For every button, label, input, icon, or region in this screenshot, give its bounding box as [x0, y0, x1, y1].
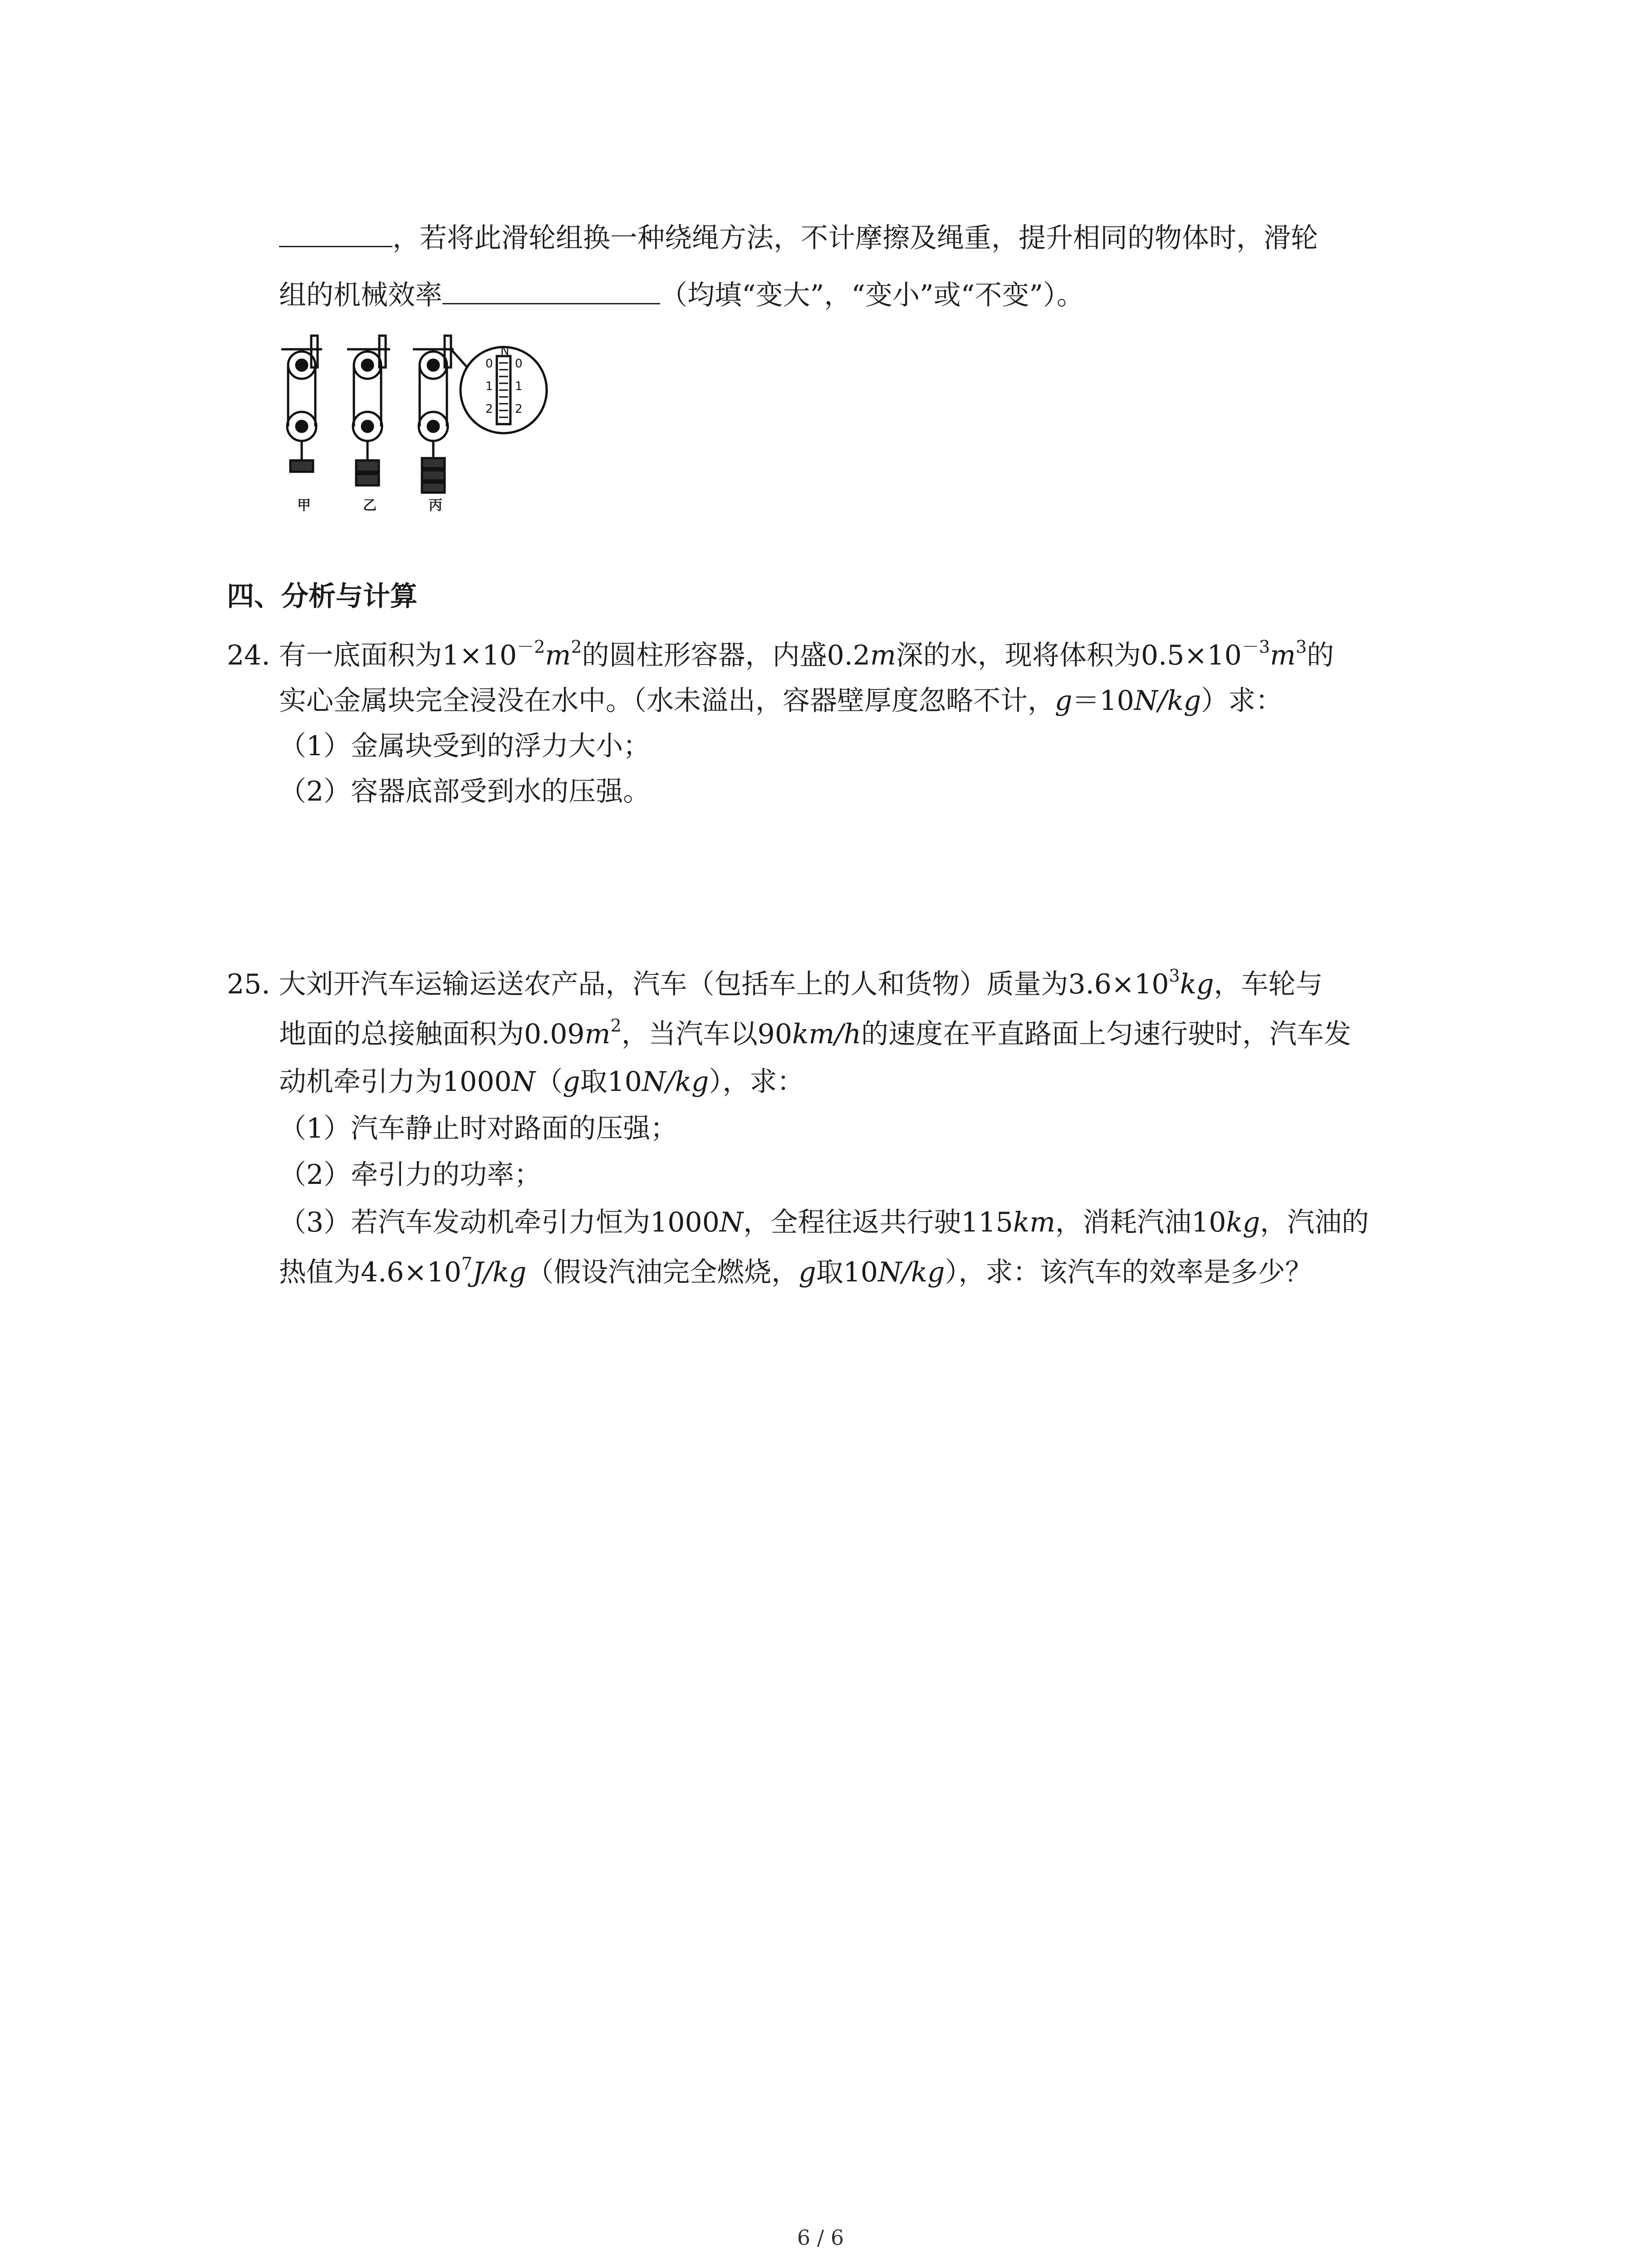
figure-label-bing: 丙: [429, 498, 442, 513]
pulley-figure: [272, 318, 563, 531]
figure-label-yi: 乙: [363, 498, 377, 513]
answer-blank[interactable]: [442, 280, 660, 304]
scale-tick-right: 2: [515, 402, 523, 416]
scale-unit-label: N: [500, 344, 509, 358]
pulley-jia: [281, 336, 322, 472]
answer-blank[interactable]: [279, 223, 392, 247]
q25-subquestion-3: （3）若汽车发动机牵引力恒为1000N，全程往返共行驶115km，消耗汽油10kg，汽油的: [279, 1207, 1369, 1238]
scale-tick-right: 0: [515, 357, 523, 371]
scale-tick-left: 2: [485, 402, 493, 416]
pulley-bing: [413, 336, 547, 493]
q23-line1: ，若将此滑轮组换一种绕绳方法，不计摩擦及绳重，提升相同的物体时，滑轮: [279, 223, 1318, 252]
pulley-yi: [347, 336, 390, 485]
section-heading: 四、分析与计算: [227, 581, 417, 612]
q25-line1: 25. 大刘开汽车运输运送农产品，汽车（包括车上的人和货物）质量为$3.6\times 10^3kg$，车轮与: [227, 966, 1323, 1000]
q24-line1: 24. 有一底面积为$1\times 10^{-2}m^2$的圆柱形容器，内盛0.2m深的水，现将体积为$0.5\times 10^{-3}m^3$的: [227, 637, 1334, 671]
q25-subquestion-1: （1）汽车静止时对路面的压强；: [279, 1113, 678, 1144]
q25-line3: 动机牵引力为1000N（g取10N/kg），求：: [279, 1066, 804, 1098]
q24-subquestion-1: （1）金属块受到的浮力大小；: [279, 730, 651, 762]
q25-subquestion-2: （2）牵引力的功率；: [279, 1159, 542, 1191]
q25-line7: 热值为$4.6\times 10^7J/kg$（假设汽油完全燃烧，g取10N/kg），求：该汽车的效率是多少？: [279, 1254, 1313, 1288]
question-number: 25.: [227, 968, 270, 1000]
question-number: 24.: [227, 640, 270, 671]
page-number: 6 / 6: [797, 2225, 844, 2250]
q24-line2: 实心金属块完全浸没在水中。（水未溢出，容器壁厚度忽略不计，g＝10N/kg）求：: [279, 685, 1283, 717]
q25-line2: 地面的总接触面积为$0.09m^2$，当汽车以90km/h的速度在平直路面上匀速行驶时，汽车发: [279, 1016, 1352, 1050]
scale-tick-left: 1: [485, 380, 493, 393]
scale-tick-right: 1: [515, 380, 523, 393]
figure-label-jia: 甲: [297, 498, 311, 513]
q23-line2: 组的机械效率 （均填“变大”，“变小”或“不变”）。: [279, 279, 1084, 311]
q24-subquestion-2: （2）容器底部受到水的压强。: [279, 776, 651, 807]
scale-tick-left: 0: [485, 357, 493, 371]
